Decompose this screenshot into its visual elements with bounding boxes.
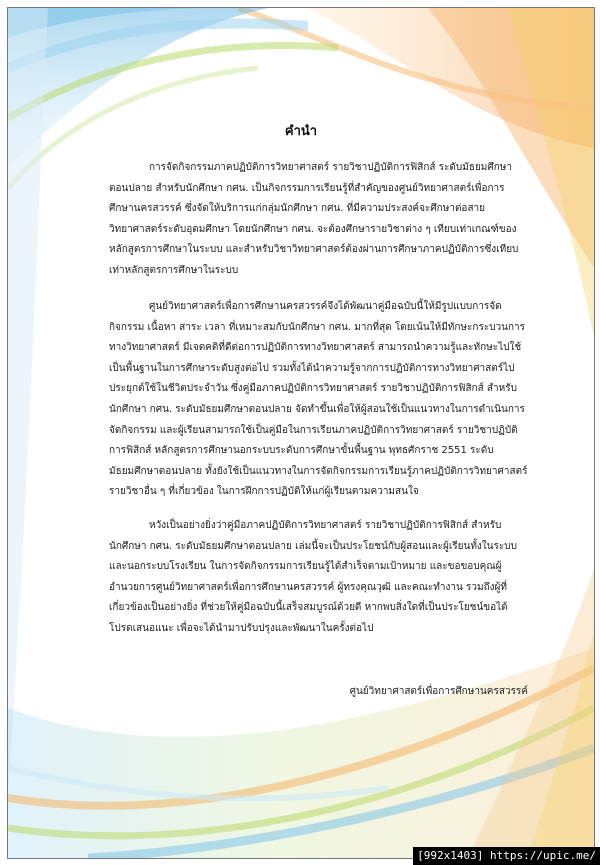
paragraph-1: การจัดกิจกรรมภาคปฏิบัติการวิทยาศาสตร์ รายวิชาปฏิบัติการฟิสิกส์ ระดับมัธยมศึกษาตอนปลาย สำหรับนักศึกษา กศน. เป็นกิจกรรมการเรียนรู้ที่สำคัญของศูนย์วิทยาศาสตร์เพื่อการศึกษานครสวรรค์ ซึ่งจัดให้บริการแก่กลุ่มนักศึกษา กศน. ที่มีความประสงค์จะศึกษาต่อสายวิทยาศาสตร์ระดับอุดมศึกษา โดยนักศึกษา กศน. จะต้องศึกษารายวิชาต่าง ๆ เทียบเท่าเกณฑ์ของหลักสูตรการศึกษาในระบบ และสำหรับวิชาวิทยาศาสตร์ต้องผ่านการศึกษาภาคปฏิบัติการซึ่งเทียบเท่าหลักสูตรการศึกษาในระบบ	[109, 162, 519, 276]
page-title: คำนำ	[284, 124, 318, 139]
document-page	[7, 7, 595, 859]
upload-watermark: [992x1403] https://upic.me/	[413, 847, 600, 865]
paragraph-3: หวังเป็นอย่างยิ่งว่าคู่มือภาคปฏิบัติการวิทยาศาสตร์ รายวิชาปฏิบัติการฟิสิกส์ สำหรับนักศึกษา กศน. ระดับมัธยมศึกษาตอนปลาย เล่มนี้จะเป็นประโยชน์กับผู้สอนและผู้เรียนทั้งในระบบและนอกระบบโรงเรียน ในการจัดกิจกรรมการเรียนรู้ได้สำเร็จตามเป้าหมาย และขอขอบคุณผู้อำนวยการศูนย์วิทยาศาสตร์เพื่อการศึกษานครสวรรค์ ผู้ทรงคุณวุฒิ และคณะทำงาน รวมถึงผู้ที่เกี่ยวข้องเป็นอย่างยิ่ง ที่ช่วยให้คู่มือฉบับนี้เสร็จสมบูรณ์ด้วยดี หากพบสิ่งใดที่เป็นประโยชน์ขอได้โปรดเสนอแนะ เพื่อจะได้นำมาปรับปรุงและพัฒนาในครั้งต่อไป	[109, 520, 517, 634]
signature: ศูนย์วิทยาศาสตร์เพื่อการศึกษานครสวรรค์	[349, 686, 528, 697]
paragraph-2: ศูนย์วิทยาศาสตร์เพื่อการศึกษานครสวรรค์จึงได้พัฒนาคู่มือฉบับนี้ให้มีรูปแบบการจัดกิจกรรม เนื้อหา สาระ เวลา ที่เหมาะสมกับนักศึกษา กศน. มากที่สุด โดยเน้นให้มีทักษะกระบวนการทางวิทยาศาสตร์ มีเจตคติที่ดีต่อการปฏิบัติการทางวิทยาศาสตร์ สามารถนำความรู้และทักษะไปใช้เป็นพื้นฐานในการศึกษาระดับสูงต่อไป รวมทั้งได้นำความรู้จากการปฏิบัติการทางวิทยาศาสตร์ไปประยุกต์ใช้ในชีวิตประจำวัน ซึ่งคู่มือภาคปฏิบัติการวิทยาศาสตร์ รายวิชาปฏิบัติการฟิสิกส์ สำหรับนักศึกษา กศน. ระดับมัธยมศึกษาตอนปลาย จัดทำขึ้นเพื่อให้ผู้สอนใช้เป็นแนวทางในการดำเนินการจัดกิจกรรม และผู้เรียนสามารถใช้เป็นคู่มือในการเรียนภาคปฏิบัติการวิทยาศาสตร์ รายวิชาปฏิบัติการฟิสิกส์ หลักสูตรการศึกษานอกระบบระดับการศึกษาขั้นพื้นฐาน พุทธศักราช 2551 ระดับมัธยมศึกษาตอนปลาย ทั้งยังใช้เป็นแนวทางในการจัดกิจกรรมการเรียนรู้ภาคปฏิบัติการวิทยาศาสตร์รายวิชาอื่น ๆ ที่เกี่ยวข้อง ในการฝึกการปฏิบัติให้แก่ผู้เรียนตามความสนใจ	[109, 301, 528, 498]
